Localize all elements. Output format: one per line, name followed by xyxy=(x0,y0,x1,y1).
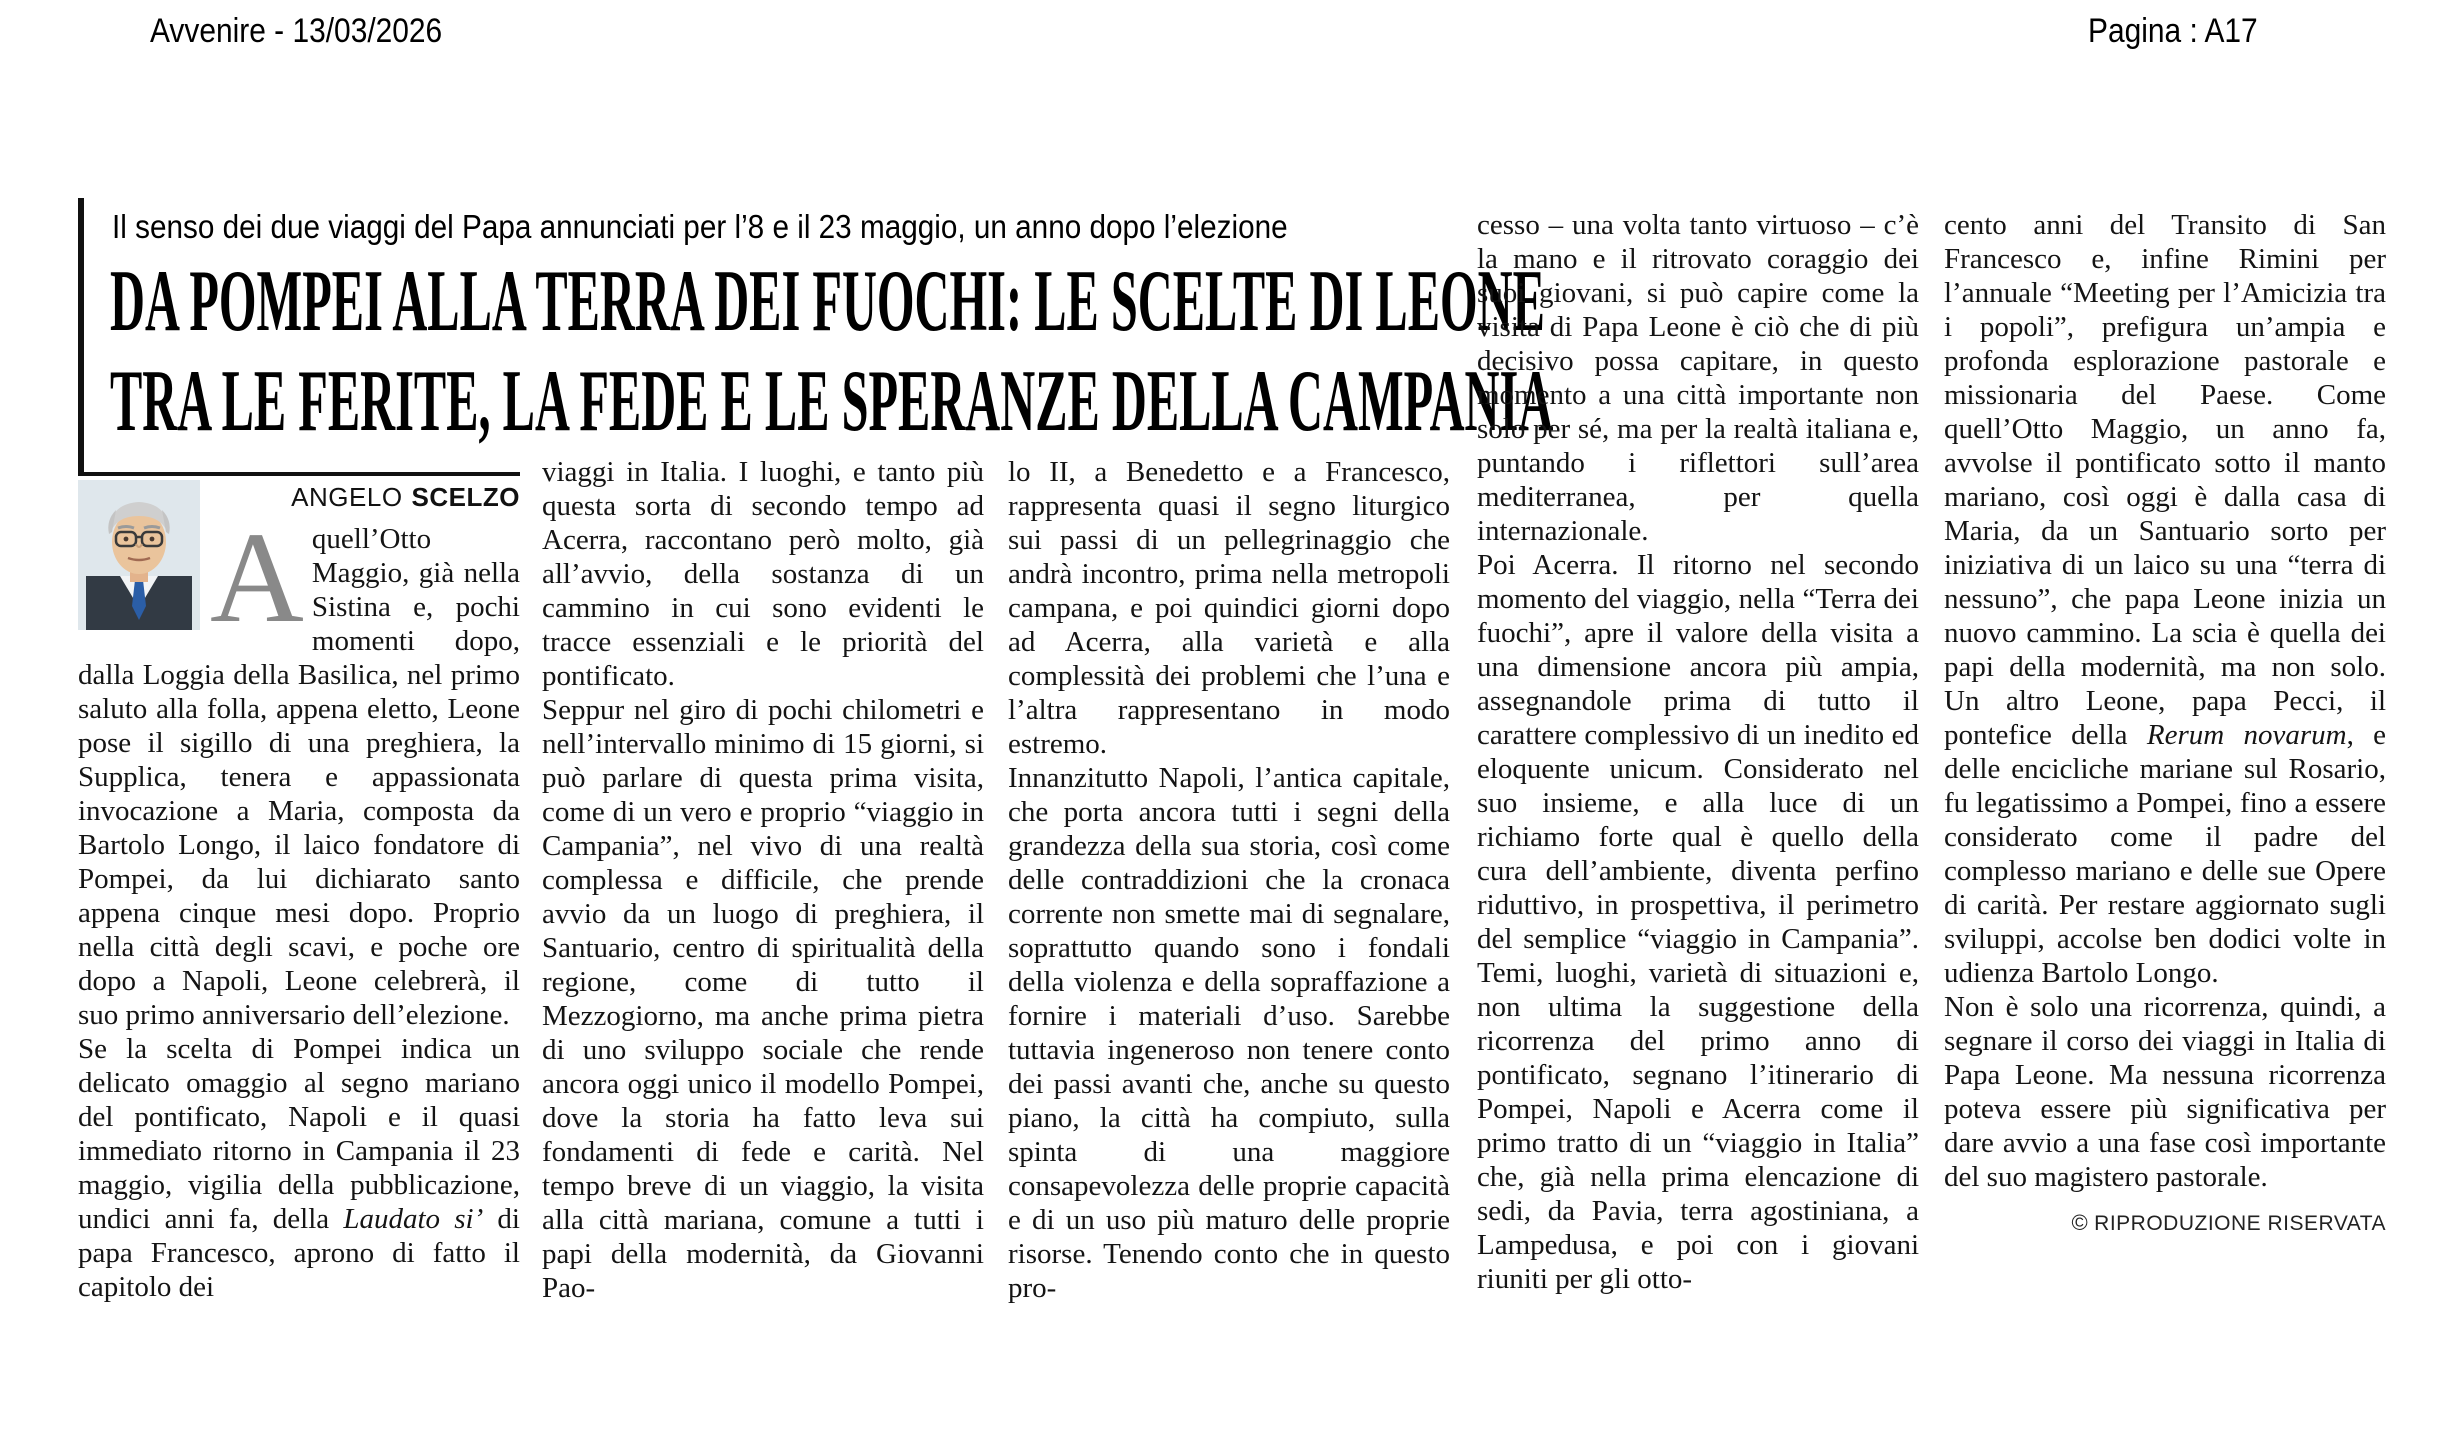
page-number-label: Pagina : A17 xyxy=(2088,12,2258,50)
paragraph: Seppur nel giro di pochi chilometri e nell’intervallo minimo di 15 giorni, si può parlare di questa prima visita, come di un vero e proprio “viaggio in Campania”, nel vivo di una realtà complessa e difficile, che prende avvio da un luogo di preghiera, il Santuario, centro di spiritualità della regione, come di tutto il Mezzogiorno, ma anche prima pietra di uno sviluppo sociale che rende ancora oggi unico il modello Pompei, dove la storia ha fatto leva sui fondamenti di fede e carità. Nel tempo breve di un viaggio, la visita alla città mariana, comune a tutti i papi della modernità, da Giovanni Pao- xyxy=(542,694,984,1304)
page-header-source xyxy=(150,12,482,51)
paragraph: Non è solo una ricorrenza, quindi, a segnare il corso dei viaggi in Italia di Papa Leone. Ma nessuna ricorrenza poteva essere più significativa per dare avvio a una fase così importante del suo magistero pastorale. xyxy=(1944,991,2386,1193)
author-photo xyxy=(78,480,200,630)
copyright-icon: © xyxy=(2071,1210,2089,1235)
page-header-page-number xyxy=(2088,12,2281,51)
headline-line-1: DA POMPEI ALLA TERRA DEI FUOCHI: LE SCELTE DI LEONE xyxy=(110,253,1545,350)
byline-rule xyxy=(78,472,520,476)
paragraph-text: , e delle encicliche mariane sul Rosario, fu legatissimo a Pompei, fino a essere considerato come il padre del complesso mariano e delle sue Opere di carità. Per restare aggiornato sugli sviluppi, accolse ben dodici volte in udienza Bartolo Longo. xyxy=(1944,719,2387,989)
encyclical-title-laudato-si: Laudato si’ xyxy=(343,1203,484,1235)
body-column-3 xyxy=(1008,455,1450,1305)
copyright-notice xyxy=(1944,1206,2386,1241)
paragraph-text: cento anni del Transito di San Francesco e, infine Rimini per l’annuale “Meeting per l’Amicizia tra i popoli”, prefigura un’ampia e profonda esplorazione pastorale e missionaria del Paese. Come quell’Otto Maggio, un anno fa, avvolse il pontificato sotto il manto mariano, così oggi è dalla casa di Maria, da un Santuario sorto per iniziativa di un laico su una “terra di nessuno”, che papa Leone inizia un nuovo cammino. La scia è quella dei papi della modernità, ma non solo. Un altro Leone, papa Pecci, il pontefice della xyxy=(1944,209,2386,751)
paragraph-text: Se la scelta di Pompei indica un delicato omaggio al segno mariano del pontificato, Napoli e il quasi immediato ritorno in Campania il 23 maggio, vigilia della pubblicazione, undici anni fa, della xyxy=(78,1033,520,1235)
author-first-name: ANGELO xyxy=(291,482,403,512)
body-column-2 xyxy=(542,455,984,1305)
author-last-name: SCELZO xyxy=(411,482,520,512)
left-eyebrow xyxy=(118,527,134,529)
body-column-5 xyxy=(1944,208,2386,1241)
right-eyebrow xyxy=(144,527,160,529)
left-eye xyxy=(124,537,129,542)
paragraph-text: di papa Francesco, aprono di fatto il capitolo dei xyxy=(78,1203,520,1303)
headline-line-2: TRA LE FERITE, LA FEDE E LE SPERANZE DELLA CAMPANIA xyxy=(110,353,1554,450)
copyright-text: RIPRODUZIONE RISERVATA xyxy=(2094,1212,2386,1235)
paragraph: cesso – una volta tanto virtuoso – c’è la mano e il ritrovato coraggio dei suoi giovani, si può capire come la visita di Papa Leone è ciò che di più decisivo possa capitare, in questo momento a una città importante non solo per sé, ma per la realtà italiana e, puntando i riflettori sull’area mediterranea, per quella internazionale. xyxy=(1477,209,1919,547)
encyclical-title-rerum-novarum: Rerum novarum xyxy=(2146,719,2347,751)
paragraph xyxy=(1944,208,2386,990)
paragraph: Innanzitutto Napoli, l’antica capitale, che porta ancora tutti i segni della grandezza della sua storia, così come delle contraddizioni che la cronaca corrente non smette mai di segnalare, soprattutto quando sono i fondali della violenza e della sopraffazione a fornire i materiali d’uso. Sarebbe tuttavia ingeneroso non tenere conto dei passi avanti che, anche su questo piano, la città ha compiuto, sulla spinta di una maggiore consapevolezza delle proprie capacità e di un uso più maturo delle proprie risorse. Tenendo conto che in questo pro- xyxy=(1008,762,1450,1304)
kicker-text: Il senso dei due viaggi del Papa annunciati per l’8 e il 23 maggio, un anno dopo l’elezione xyxy=(112,208,1288,245)
drop-cap: A xyxy=(210,506,304,650)
right-eye xyxy=(150,537,155,542)
paragraph: lo II, a Benedetto e a Francesco, rappresenta quasi il segno liturgico sui passi di un pellegrinaggio che andrà incontro, prima nella metropoli campana, e poi quindici giorni dopo ad Acerra, alla varietà e alla complessità dei problemi che l’una e l’altra rappresentano in modo estremo. xyxy=(1008,456,1450,760)
paragraph xyxy=(78,1032,520,1304)
kicker xyxy=(112,208,1418,246)
paragraph: viaggi in Italia. I luoghi, e tanto più questa sorta di secondo tempo ad Acerra, raccontano però molto, già all’avvio, della sostanza di un cammino in cui sono evidenti le tracce essenziali e le priorità del pontificato. xyxy=(542,456,984,692)
paragraph-lead-text: quell’Otto Maggio, già nella Sistina e, pochi momenti dopo, dalla Loggia della Basilica, nel primo saluto alla folla, appena eletto, Leone pose il sigillo di una preghiera, la Supplica, tenera e appassionata invocazione a Maria, composta da Bartolo Longo, il laico fondatore di Pompei, da lui dichiarato santo appena cinque mesi dopo. Proprio nella città degli scavi, e poche ore dopo a Napoli, Leone celebrerà, il suo primo anniversario dell’elezione. xyxy=(78,523,520,1031)
paragraph: Poi Acerra. Il ritorno nel secondo momento del viaggio, nella “Terra dei fuochi”, apre il valore della visita a una dimensione ancora più ampia, assegnandole prima di tutto il carattere complessivo di un inedito ed eloquente unicum. Considerato nel suo insieme, e alla luce di un richiamo forte qual è quello della cura dell’ambiente, diventa perfino riduttivo, in prospettiva, il perimetro del semplice “viaggio in Campania”. Temi, luoghi, varietà di situazioni e, non ultima la suggestione della ricorrenza del primo anno di pontificato, segnano l’itinerario di Pompei, Napoli e Acerra come il primo tratto di un “viaggio in Italia” che, già nella prima elencazione di sedi, da Pavia, terra agostiniana, a Lampedusa, e poi con i giovani riuniti per gli otto- xyxy=(1477,549,1919,1295)
source-label: Avvenire - 13/03/2026 xyxy=(150,12,443,50)
article-vertical-rule xyxy=(78,198,84,472)
body-column-1 xyxy=(78,472,520,1304)
body-column-4 xyxy=(1477,208,1919,1296)
